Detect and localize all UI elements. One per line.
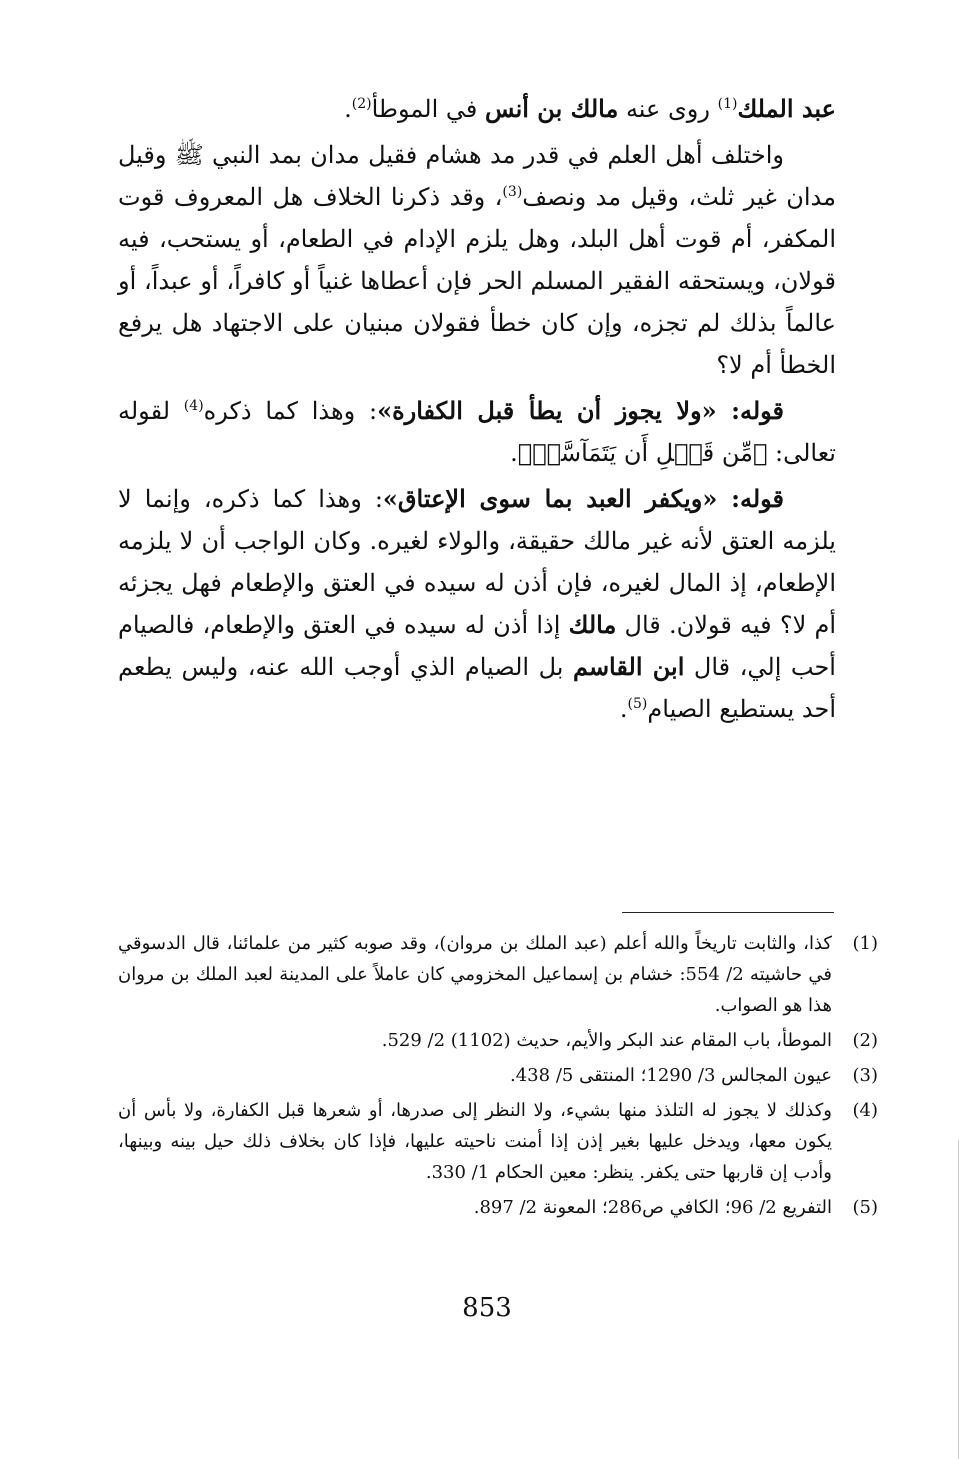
footnote-ref: (3) (502, 184, 523, 200)
footnote-1 (118, 928, 878, 1021)
text-run: : وهذا كما ذكره، وإنما لا يلزمه العتق لأنه غير مالك حقيقة، والولاء لغيره. وكان الواجب أن لا يلزمه الإطعام، إذ المال لغيره، فإن أذن له سيده في العتق والإطعام فهل يجزئه أم لا؟ فيه قولان. قال (118, 485, 837, 639)
footnote-ref: (2) (351, 96, 372, 112)
footnotes (118, 928, 878, 1227)
footnote-number: (4) (852, 1100, 878, 1121)
text-run: بل الصيام الذي أوجب الله عنه، وليس يطعم أحد يستطيع الصيام (118, 653, 836, 723)
paragraph-2 (118, 134, 836, 386)
footnote-text: عيون المجالس 3/ 1290؛ المنتقى 5/ 438. (510, 1065, 832, 1086)
bold-quote: قوله: «ولا يجوز أن يطأ قبل الكفارة» (377, 396, 784, 425)
main-text (118, 88, 836, 734)
scan-edge-line (958, 1140, 959, 1459)
paragraph-3 (118, 390, 836, 474)
footnote-ref: (4) (183, 398, 204, 414)
text-run: : وهذا كما ذكره (203, 397, 378, 425)
bold-name: ابن القاسم (572, 652, 685, 681)
footnote-separator (622, 912, 834, 913)
text-run: إذا أذن له سيده في العتق والإطعام، فالصيام أحب إلي، قال (118, 611, 836, 681)
text-run: في الموطأ (371, 95, 485, 123)
footnote-number: (1) (852, 933, 878, 954)
footnote-ref: (5) (627, 696, 648, 712)
bold-name: مالك بن أنس (485, 94, 619, 123)
bold-quote: قوله: «ويكفر العبد بما سوى الإعتاق» (382, 484, 784, 513)
footnote-text: كذا، والثابت تاريخاً والله أعلم (عبد الملك بن مروان)، وقد صوبه كثير من علمائنا، قال الدسوقي في حاشيته 2/ 554: خشام بن إسماعيل المخزومي كان عاملاً على المدينة لعبد الملك بن مروان هذا هو الصواب. (118, 933, 832, 1016)
footnote-number: (5) (852, 1197, 878, 1218)
text-run: روى عنه (618, 95, 718, 123)
paragraph-1 (118, 88, 836, 130)
footnote-2 (118, 1025, 878, 1056)
bold-name: مالك (568, 610, 617, 639)
paragraph-4 (118, 478, 836, 730)
footnote-text: وكذلك لا يجوز له التلذذ منها بشيء، ولا النظر إلى صدرها، أو شعرها قبل الكفارة، ولا بأس أن يكون معها، ويدخل عليها بغير إذن إذا أمنت ناحيته عليها، فإذا كان بخلاف ذلك حيل بينه وبينها، وأدب إن قاربها حتى يكفر. ينظر: معين الحكام 1/ 330. (118, 1100, 832, 1183)
footnote-ref: (1) (717, 96, 738, 112)
footnote-text: الموطأ، باب المقام عند البكر والأيم، حديث (1102) 2/ 529. (381, 1030, 832, 1051)
text-run: ، وقد ذكرنا الخلاف هل المعروف قوت المكفر، أم قوت أهل البلد، وهل يلزم الإدام في الطعام، أو يستحب، فيه قولان، ويستحقه الفقير المسلم الحر فإن أعطاها غنياً أو كافراً، أو عبداً، أو عالماً بذلك لم تجزه، وإن كان خطأ فقولان مبنيان على الاجتهاد هل يرفع الخطأ أم لا؟ (118, 183, 836, 379)
text-run: . (619, 695, 628, 723)
footnote-text: التفريع 2/ 96؛ الكافي ص286؛ المعونة 2/ 897. (473, 1197, 832, 1218)
text-run: واختلف أهل العلم في قدر مد هشام فقيل مدان بمد النبي ﷺ وقيل مدان غير ثلث، وقيل مد ونصف (118, 141, 836, 211)
page-number: 853 (462, 1293, 512, 1323)
footnote-3 (118, 1060, 878, 1091)
footnote-number: (2) (852, 1030, 878, 1051)
footnote-number: (3) (852, 1065, 878, 1086)
footnote-5 (118, 1192, 878, 1223)
text-run: . (344, 95, 352, 123)
footnote-4 (118, 1095, 878, 1188)
text-run: لقوله تعالى: ﴿مِّن قَبۡلِ أَن يَتَمَآسَّاۚ﴾. (118, 397, 836, 467)
bold-name: عبد الملك (737, 94, 836, 123)
